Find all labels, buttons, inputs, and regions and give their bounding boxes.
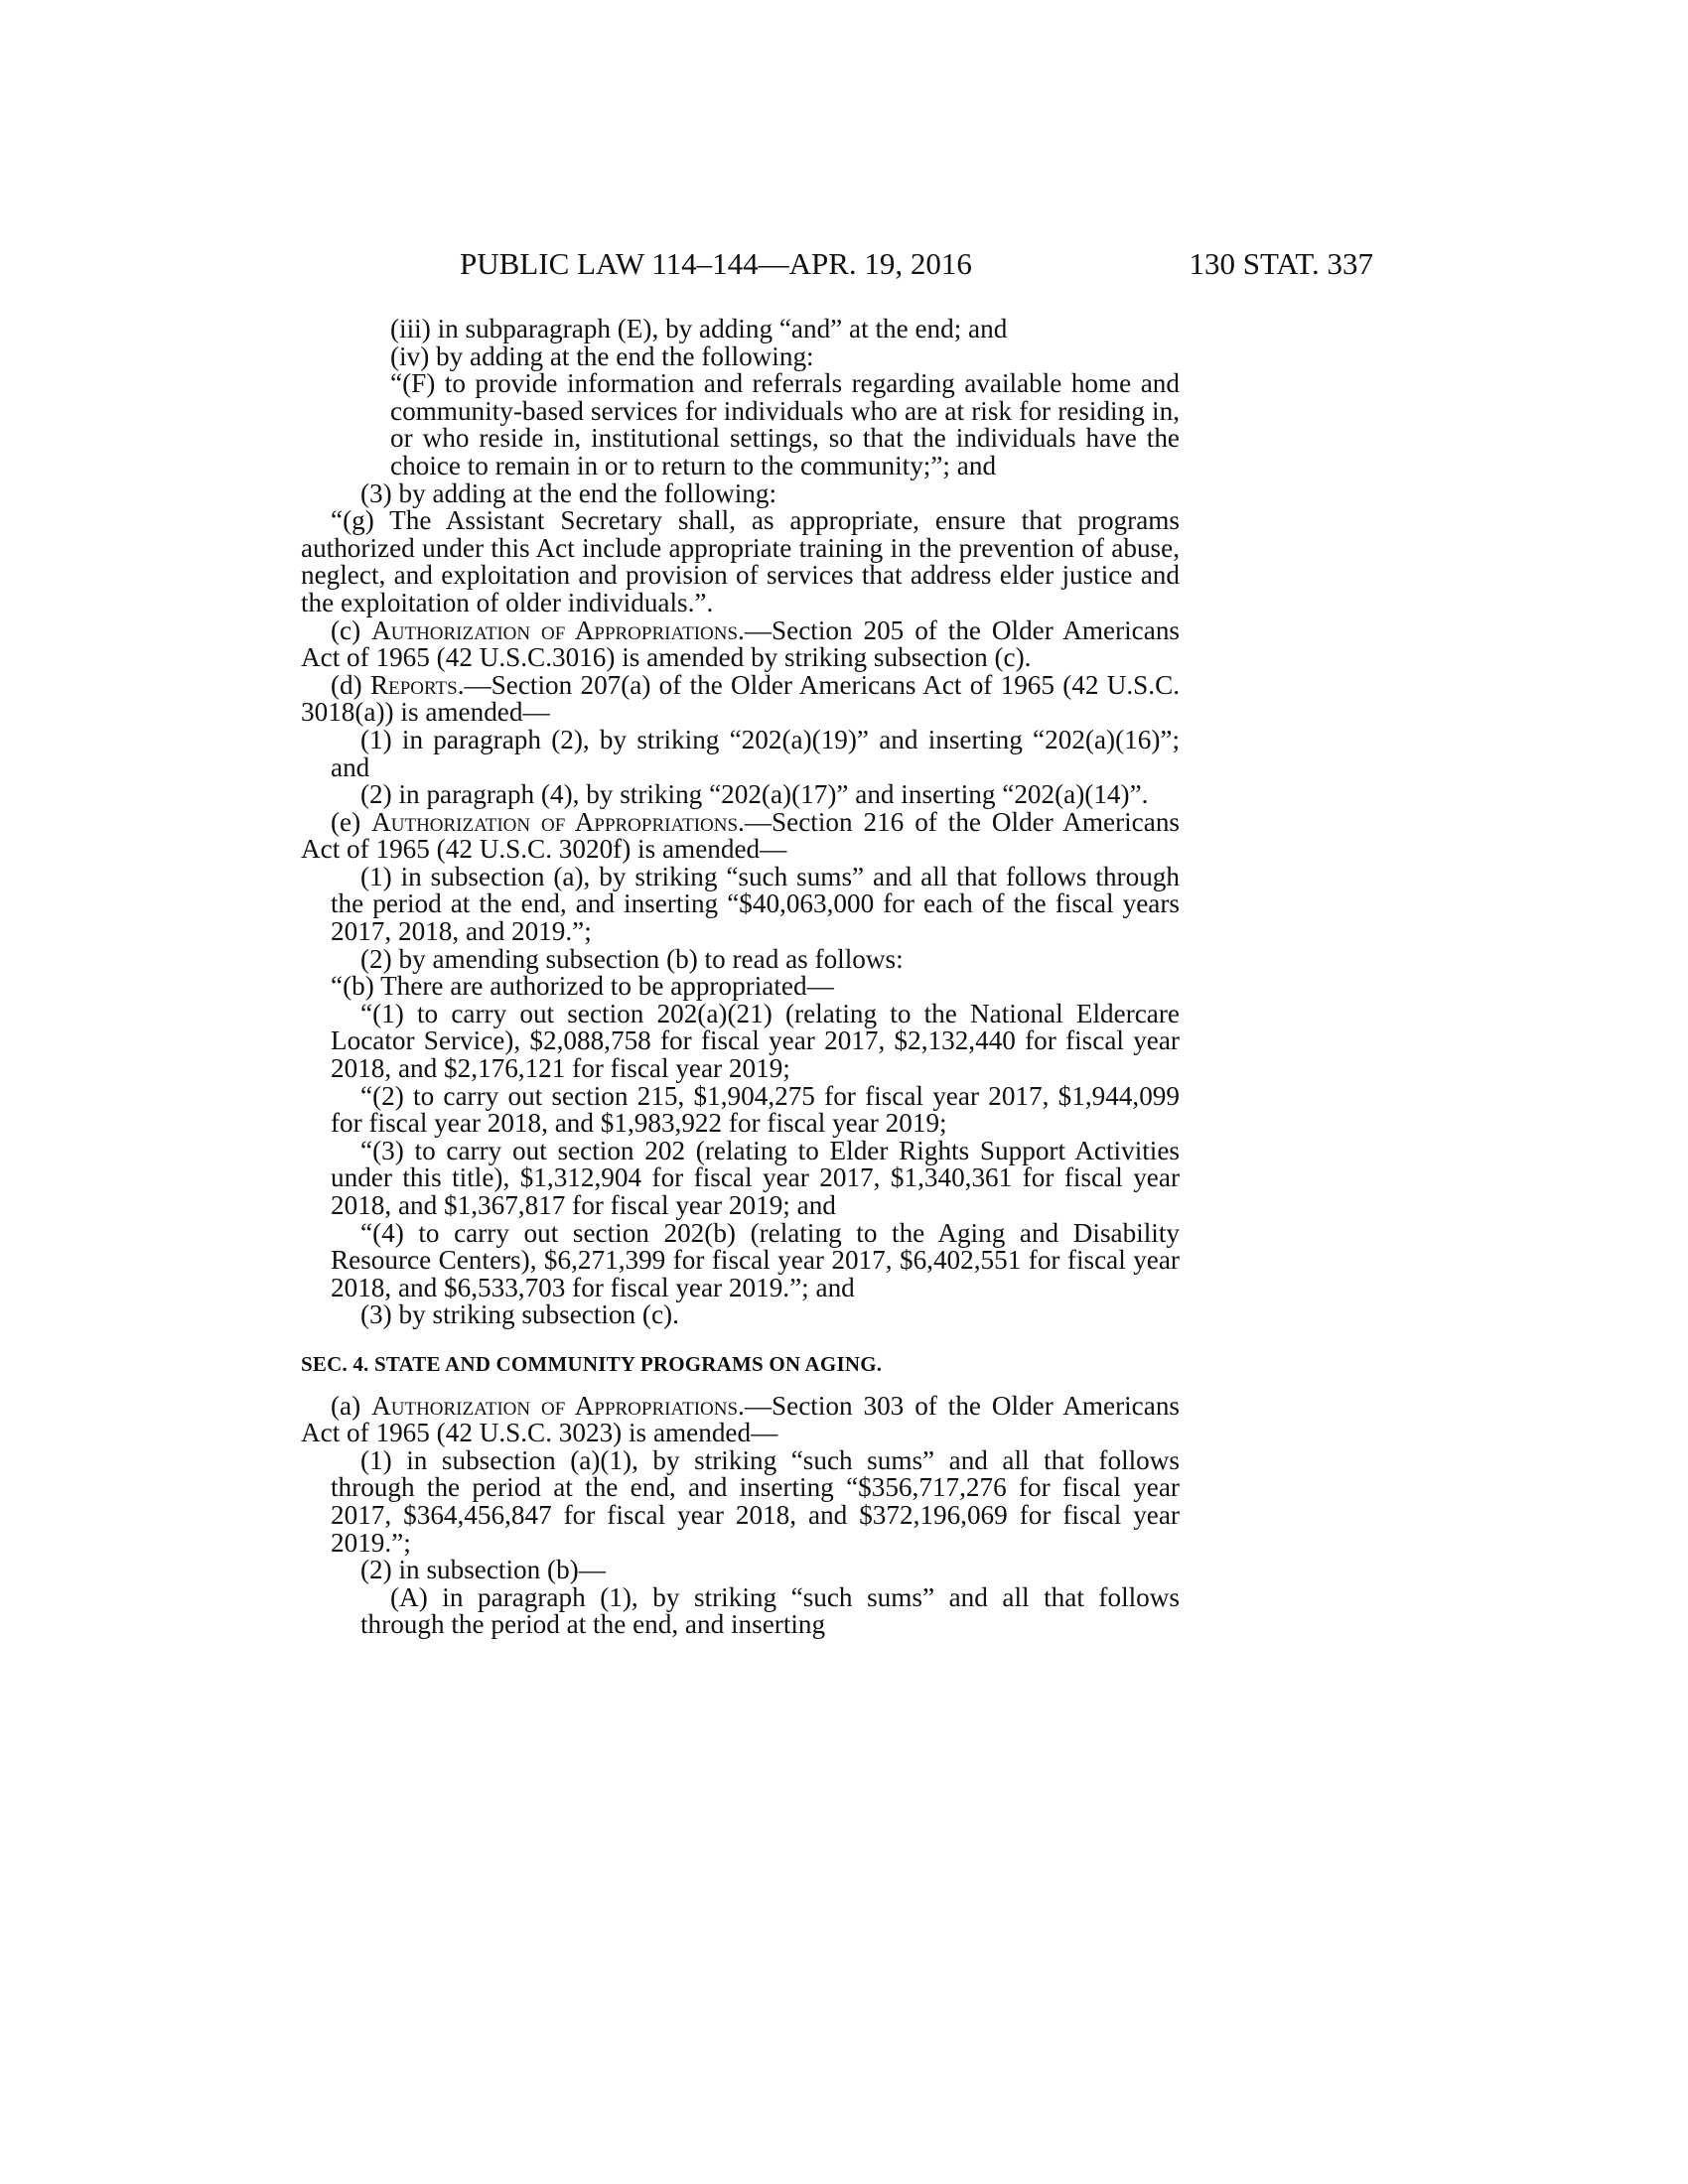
quoted-paragraph-3: “(3) to carry out section 202 (relating to Elder Rights Support Activities under this title), $1,312,904 for fiscal year 2017, $1,340,361 for fiscal year 2018, and $1,367,817 for fiscal year 2019; and bbox=[331, 1135, 1180, 1220]
subparagraph-f: “(F) to provide information and referrals regarding available home and community-based services for individuals who are at risk for residing in, or who reside in, institutional settings, so that the individuals have the choice to remain in or to return to the community;”; and bbox=[390, 368, 1180, 480]
paragraph-3-adding: (3) by adding at the end the following: bbox=[360, 478, 777, 508]
section-heading: SEC. 4. STATE AND COMMUNITY PROGRAMS ON AGING. bbox=[301, 1351, 883, 1376]
page-header bbox=[301, 246, 1373, 292]
section-caption: Reports bbox=[369, 669, 458, 700]
paragraph-3-e: (3) by striking subsection (c). bbox=[360, 1299, 679, 1330]
subsection-d: (d) Reports.—Section 207(a) of the Older Americans Act of 1965 (42 U.S.C. 3018(a)) is amended— bbox=[301, 669, 1180, 728]
law-citation: PUBLIC LAW 114–144—APR. 19, 2016 bbox=[460, 246, 972, 281]
subsection-c: (c) Authorization of Appropriations.—Section 205 of the Older Americans Act of 1965 (42 U.S.C.3016) is amended by striking subsection (c). bbox=[301, 614, 1180, 673]
subsection-g: “(g) The Assistant Secretary shall, as appropriate, ensure that programs authorized under this Act include appropriate training in the prevention of abuse, neglect, and exploitation and provision of services that address elder justice and the exploitation of older individuals.”. bbox=[301, 505, 1180, 617]
quoted-paragraph-1: “(1) to carry out section 202(a)(21) (relating to the National Eldercare Locator Service), $2,088,758 for fiscal year 2017, $2,132,440 for fiscal year 2018, and $2,176,121 for fiscal year 2019; bbox=[331, 998, 1180, 1084]
paragraph-1-d: (1) in paragraph (2), by striking “202(a)(19)” and inserting “202(a)(16)”; and bbox=[331, 724, 1180, 782]
statute-page-number: 130 STAT. 337 bbox=[1189, 246, 1373, 281]
subsection-a-sec4: (a) Authorization of Appropriations.—Section 303 of the Older Americans Act of 1965 (42 U.S.C. 3023) is amended— bbox=[301, 1390, 1180, 1448]
paragraph-1-e: (1) in subsection (a), by striking “such sums” and all that follows through the period at the end, and inserting “$40,063,000 for each of the fiscal years 2017, 2018, and 2019.”; bbox=[331, 861, 1180, 947]
quoted-paragraph-4: “(4) to carry out section 202(b) (relating to the Aging and Disability Resource Centers), $6,271,399 for fiscal year 2017, $6,402,551 for fiscal year 2018, and $6,533,703 for fiscal year 2019.”; and bbox=[331, 1217, 1180, 1302]
statute-body bbox=[301, 316, 1180, 1639]
subparagraph-a-sec4: (A) in paragraph (1), by striking “such sums” and all that follows through the period at the end, and inserting bbox=[360, 1581, 1180, 1640]
paragraph-2-d: (2) in paragraph (4), by striking “202(a)(17)” and inserting “202(a)(14)”. bbox=[360, 779, 1149, 810]
clause-iii: (iii) in subparagraph (E), by adding “and” at the end; and bbox=[390, 314, 1008, 343]
paragraph-2-sec4: (2) in subsection (b)— bbox=[360, 1555, 606, 1585]
section-caption: Authorization of Appropriations bbox=[371, 614, 739, 645]
paragraph-1-sec4: (1) in subsection (a)(1), by striking “such sums” and all that follows through the period at the end, and inserting “$356,717,276 for fiscal year 2017, $364,456,847 for fiscal year 2018, and $372,196,069 for fiscal year 2019.”; bbox=[331, 1444, 1180, 1558]
section-caption: Authorization of Appropriations bbox=[371, 1390, 739, 1421]
paragraph-2-e: (2) by amending subsection (b) to read as follows: bbox=[360, 943, 904, 974]
clause-iv: (iv) by adding at the end the following: bbox=[390, 341, 814, 371]
section-caption: Authorization of Appropriations bbox=[371, 806, 739, 837]
quoted-paragraph-2: “(2) to carry out section 215, $1,904,275 for fiscal year 2017, $1,944,099 for fiscal year 2018, and $1,983,922 for fiscal year 2019; bbox=[331, 1080, 1180, 1139]
subsection-e: (e) Authorization of Appropriations.—Section 216 of the Older Americans Act of 1965 (42 U.S.C. 3020f) is amended— bbox=[301, 806, 1180, 865]
subsection-b-quoted: “(b) There are authorized to be appropriated— bbox=[331, 971, 834, 1002]
